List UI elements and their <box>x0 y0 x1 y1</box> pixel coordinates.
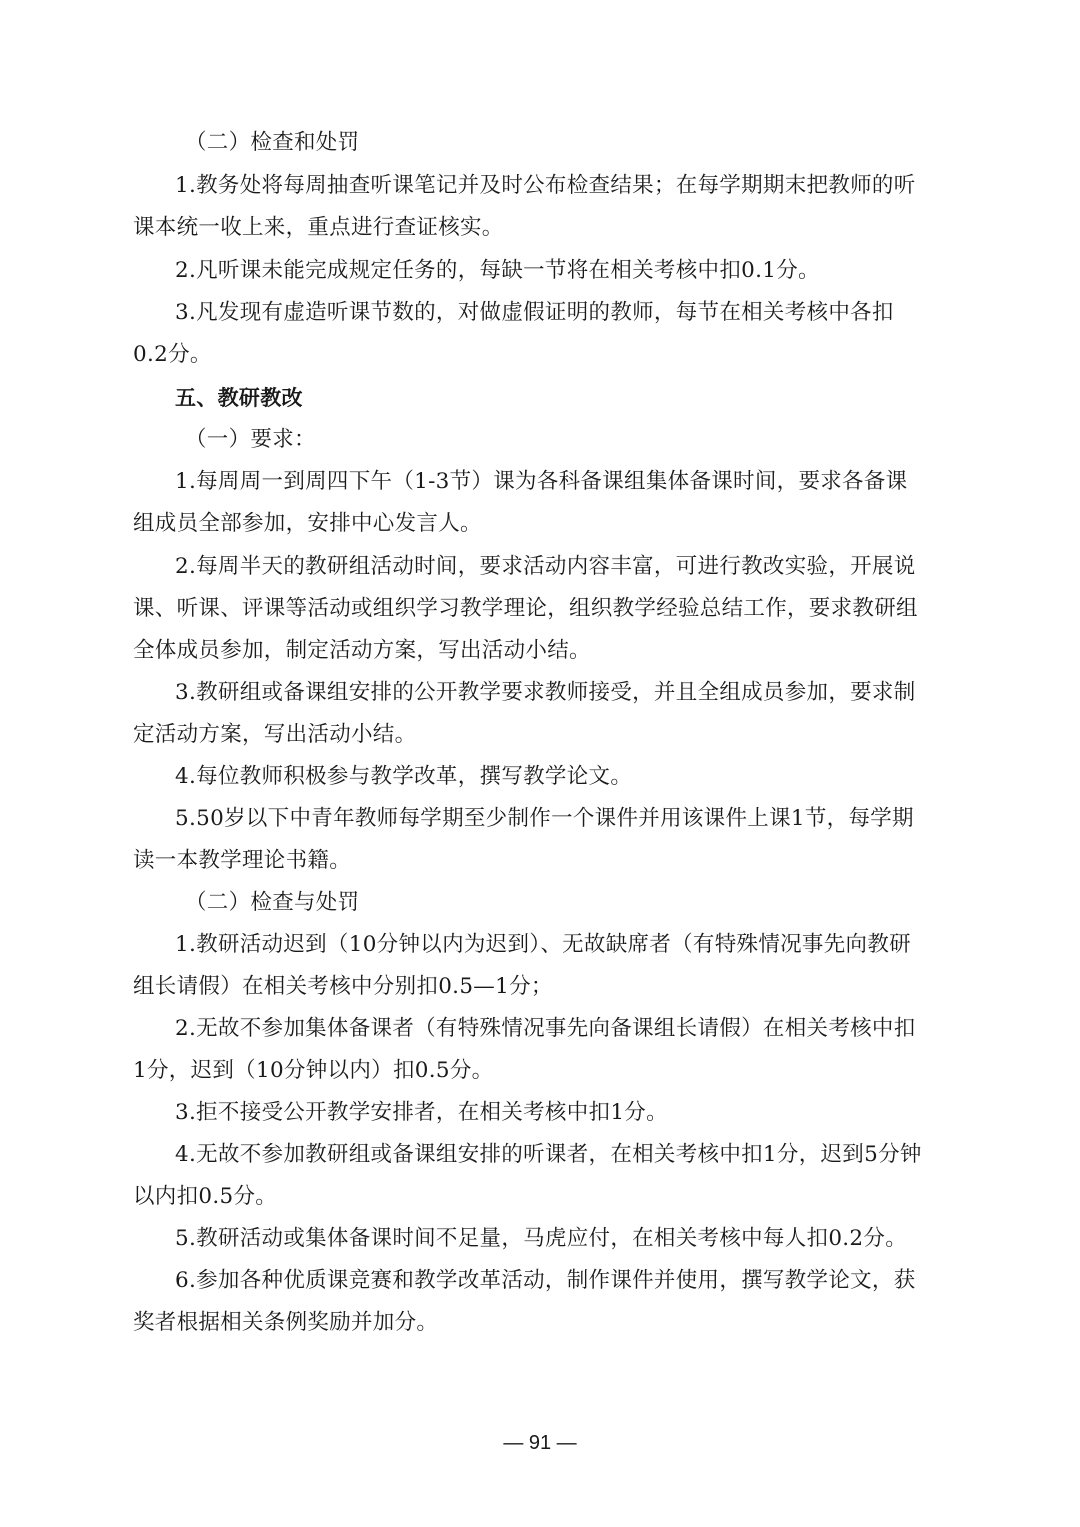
paragraph-line: 组长请假）在相关考核中分别扣0.5—1分； <box>133 974 553 999</box>
paragraph-line: 2.凡听课未能完成规定任务的，每缺一节将在相关考核中扣0.1分。 <box>175 258 820 283</box>
section-heading-teaching-research: 五、教研教改 <box>175 386 303 410</box>
paragraph-line: 2.每周半天的教研组活动时间，要求活动内容丰富，可进行教改实验，开展说 <box>175 554 916 579</box>
paragraph-line: 定活动方案，写出活动小结。 <box>133 722 417 747</box>
paragraph-line: 5.教研活动或集体备课时间不足量，马虎应付，在相关考核中每人扣0.2分。 <box>175 1226 908 1251</box>
paragraph-line: 1.每周周一到周四下午（1-3节）课为各科备课组集体备课时间，要求各备课 <box>175 469 908 494</box>
paragraph-line: 课本统一收上来，重点进行查证核实。 <box>133 215 504 240</box>
paragraph-line: 组成员全部参加，安排中心发言人。 <box>133 511 482 536</box>
paragraph-line: 全体成员参加，制定活动方案，写出活动小结。 <box>133 638 591 663</box>
subsection-heading-inspection-and-penalty: （二）检查与处罚 <box>185 890 360 915</box>
paragraph-line: 1.教务处将每周抽查听课笔记并及时公布检查结果；在每学期期末把教师的听 <box>175 173 916 198</box>
paragraph-line: 读一本教学理论书籍。 <box>133 848 352 873</box>
paragraph-line: 2.无故不参加集体备课者（有特殊情况事先向备课组长请假）在相关考核中扣 <box>175 1016 916 1041</box>
paragraph-line: 4.每位教师积极参与教学改革，撰写教学论文。 <box>175 764 633 789</box>
section-heading-inspection-and-penalty: （二）检查和处罚 <box>185 130 360 155</box>
paragraph-line: 以内扣0.5分。 <box>133 1184 278 1209</box>
page-number: — 91 — <box>503 1432 577 1454</box>
paragraph-line: 3.拒不接受公开教学安排者，在相关考核中扣1分。 <box>175 1100 668 1125</box>
paragraph-line: 1.教研活动迟到（10分钟以内为迟到）、无故缺席者（有特殊情况事先向教研 <box>175 932 911 957</box>
paragraph-line: 6.参加各种优质课竞赛和教学改革活动，制作课件并使用，撰写教学论文，获 <box>175 1268 916 1293</box>
paragraph-line: 3.凡发现有虚造听课节数的，对做虚假证明的教师，每节在相关考核中各扣 <box>175 300 894 325</box>
paragraph-line: 1分，迟到（10分钟以内）扣0.5分。 <box>133 1058 494 1083</box>
paragraph-line: 奖者根据相关条例奖励并加分。 <box>133 1310 439 1335</box>
paragraph-line: 课、听课、评课等活动或组织学习教学理论，组织教学经验总结工作，要求教研组 <box>133 596 918 621</box>
paragraph-line: 3.教研组或备课组安排的公开教学要求教师接受，并且全组成员参加，要求制 <box>175 680 916 705</box>
paragraph-line: 0.2分。 <box>133 342 212 367</box>
subsection-heading-requirements: （一）要求： <box>185 427 316 452</box>
paragraph-line: 4.无故不参加教研组或备课组安排的听课者，在相关考核中扣1分，迟到5分钟 <box>175 1142 922 1167</box>
paragraph-line: 5.50岁以下中青年教师每学期至少制作一个课件并用该课件上课1节，每学期 <box>175 806 914 831</box>
